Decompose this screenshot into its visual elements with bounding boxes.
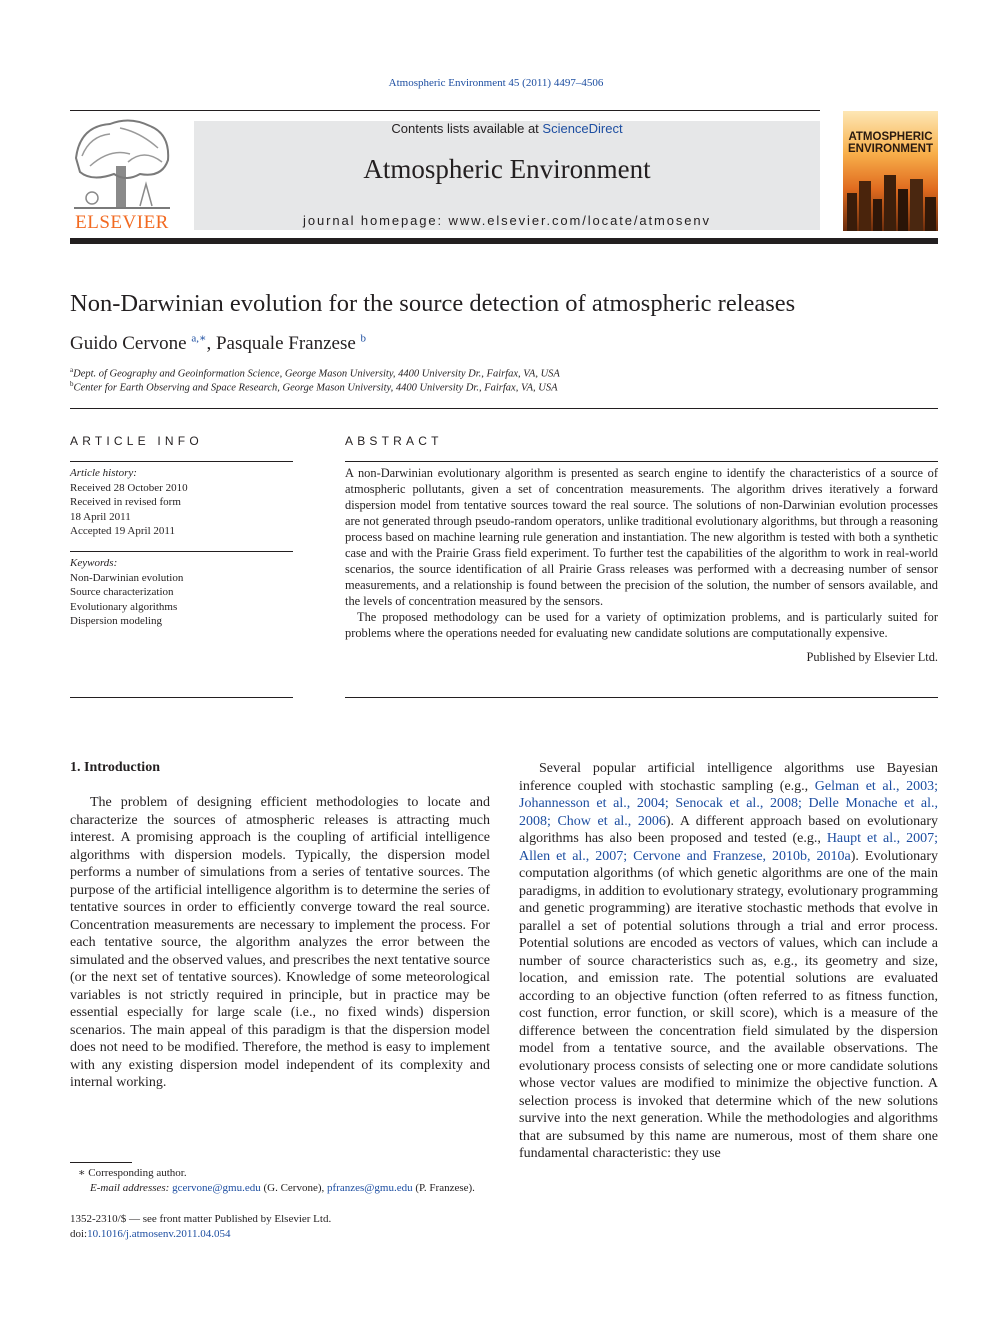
publisher-line: Published by Elsevier Ltd. bbox=[806, 650, 938, 664]
affiliation-marker: b bbox=[70, 380, 74, 388]
history-item: Accepted 19 April 2011 bbox=[70, 525, 175, 537]
elsevier-tree-icon bbox=[70, 118, 174, 214]
abstract-paragraph: A non-Darwinian evolutionary algorithm is presented as search engine to identify the characteristics of a source of atmospheric pollutants, given a set of concentration measurements. The algorithm drives iteratively a forward dispersion model from tentative sources toward the real source. The solutions of non-Darwinian evolution processes are not generated through pseudo-random operators, unlike traditional evolutionary algorithms, but through a reasoning process based on machine learning rule generation and instantiation. The new algorithm is tested with both a synthetic case and with the Prairie Grass field experiment. To further test the capabilities of the algorithm to work in real-world scenarios, the source identification of all Prairie Grass releases was performed with a decreasing number of sensor measurements, and a relationship is found between the precision of the solution, the number of sensors available, and the levels of concentration measured by the sensors. bbox=[345, 466, 938, 608]
body-right-column bbox=[519, 760, 938, 1163]
citation-link[interactable]: Gelman et al., 2003; Johannesson et al., 2004; Senocak et al., 2008; Delle Monache et al., 2008; Chow et al., 2006 bbox=[519, 778, 938, 829]
email-owner: (G. Cervone), bbox=[260, 1182, 328, 1194]
author-affiliation-marker[interactable]: a,∗ bbox=[191, 332, 207, 345]
affiliation-marker: a bbox=[70, 366, 74, 374]
keyword: Non-Darwinian evolution bbox=[70, 571, 184, 584]
header-bottom-rule bbox=[70, 238, 938, 244]
affiliation-b bbox=[70, 380, 558, 394]
doi-link[interactable]: 10.1016/j.atmosenv.2011.04.054 bbox=[87, 1228, 231, 1240]
divider bbox=[345, 461, 938, 462]
cover-title-line2: ENVIRONMENT bbox=[848, 143, 933, 155]
keyword: Evolutionary algorithms bbox=[70, 600, 178, 613]
affiliation-text: Center for Earth Observing and Space Research, George Mason University, 4400 University Dr., Fairfax, VA, USA bbox=[73, 382, 558, 394]
citation-link[interactable]: Haupt et al., 2007; Allen et al., 2007; Cervone and Franzese, 2010b, 2010a bbox=[519, 831, 939, 864]
body-text: ). Evolutionary computation algorithms (of which genetic algorithms are one of the main paradigms, in addition to evolutionary strategy, evolutionary programming and genetic programming) are iterative stochastic methods that evolve in parallel a set of potential solutions through a trial and error process. Potential solutions are encoded as vectors of values, which can include a number of source characteristics such as, e.g., its geometry and size, location, and emission rate. The potential solutions are evaluated according to an objective function (often referred to as fitness function, cost function, error function, or skill score), which is a measure of the difference between the concentration field simulated by the dispersion model from a tentative source, and the available observations. The evolutionary process consists of selecting one or more candidate solutions whose vector values are modified to minimize the objective function. A selection process is invoked that determine which of the new solutions survive into the next generation. While the methodologies and algorithms that are subsumed by this name are numerous, most of them share one fundamental characteristic: they use bbox=[519, 848, 939, 1161]
doi-line bbox=[70, 1227, 490, 1242]
history-item: Received in revised form bbox=[70, 496, 181, 508]
cover-title-line1: ATMOSPHERIC bbox=[848, 131, 933, 143]
keywords-label: Keywords: bbox=[70, 557, 118, 569]
footnote-corresponding: ∗ Corresponding author. bbox=[78, 1167, 187, 1179]
body-left-column bbox=[70, 794, 490, 1092]
journal-title: Atmospheric Environment bbox=[363, 154, 651, 184]
history-label: Article history: bbox=[70, 467, 137, 479]
sciencedirect-link[interactable]: ScienceDirect bbox=[542, 121, 623, 136]
keyword: Dispersion modeling bbox=[70, 615, 162, 627]
email-label: E-mail addresses: bbox=[90, 1182, 173, 1194]
cover-title bbox=[843, 131, 938, 155]
keyword: Source characterization bbox=[70, 586, 174, 598]
elsevier-logo bbox=[70, 118, 174, 234]
doi-label: doi: bbox=[70, 1228, 88, 1240]
email-link[interactable]: gcervone@gmu.edu bbox=[172, 1182, 261, 1194]
history-item: 18 April 2011 bbox=[70, 510, 131, 523]
journal-reference[interactable]: Atmospheric Environment 45 (2011) 4497–4506 bbox=[388, 77, 604, 89]
affiliation-a bbox=[70, 366, 560, 380]
author-name: Pasquale Franzese bbox=[215, 333, 356, 354]
body-paragraph bbox=[519, 760, 938, 1163]
divider bbox=[345, 697, 938, 698]
history-item: Received 28 October 2010 bbox=[70, 481, 188, 494]
divider bbox=[70, 408, 938, 409]
contents-prefix: Contents lists available at bbox=[391, 121, 543, 136]
author-list: Guido Cervone $^{a,∗}$, Pasquale Franzese $^b$ bbox=[70, 332, 367, 354]
header-top-rule bbox=[70, 110, 820, 111]
footnote-rule bbox=[70, 1162, 132, 1163]
email-link[interactable]: pfranzes@gmu.edu bbox=[327, 1182, 413, 1194]
divider bbox=[70, 697, 293, 698]
elsevier-wordmark: ELSEVIER bbox=[75, 212, 169, 233]
author-affiliation-marker[interactable]: b bbox=[360, 332, 367, 345]
abstract-paragraph: The proposed methodology can be used for a variety of optimization problems, and is particularly suited for problems where the operations needed for evaluating new candidate solutions are computationally expensive. bbox=[345, 610, 938, 640]
city-skyline-icon bbox=[843, 171, 938, 231]
abstract-text bbox=[345, 465, 938, 665]
affiliation-text: Dept. of Geography and Geoinformation Science, George Mason University, 4400 University Dr., Fairfax, VA, USA bbox=[73, 368, 560, 380]
journal-cover bbox=[843, 111, 938, 231]
body-text: Several popular artificial intelligence algorithms use Bayesian inference coupled with stochastic sampling (e.g., bbox=[519, 761, 938, 794]
article-info-heading: ARTICLE INFO bbox=[70, 434, 203, 448]
body-text: ). A different approach based on evolutionary algorithms has also been proposed and tested (e.g., bbox=[519, 813, 939, 846]
article-history bbox=[70, 466, 293, 539]
issn-line: 1352-2310/$ — see front matter Published by Elsevier Ltd. bbox=[70, 1213, 332, 1225]
article-title: Non-Darwinian evolution for the source detection of atmospheric releases bbox=[70, 290, 796, 317]
author-name: Guido Cervone bbox=[70, 333, 187, 354]
footnote-emails bbox=[90, 1181, 500, 1196]
email-owner: (P. Franzese). bbox=[412, 1182, 475, 1194]
keywords bbox=[70, 556, 293, 629]
contents-line bbox=[194, 121, 820, 136]
body-paragraph: The problem of designing efficient methodologies to locate and characterize the sources of atmospheric releases is attracting much interest. A promising approach is the coupling of artificial intelligence algorithms with dispersion models. Typically, the dispersion model performs a number of simulations from a series of tentative sources. The purpose of the artificial intelligence algorithm is to determine the series of tentative sources in order to efficiently converge toward the real source. Concentration measurements are necessary to implement the process. For each tentative source, the algorithm analyzes the error between the simulated and the observed values, and prescribes the next tentative source (or the next set of tentative sources). Knowledge of some meteorological variables is not strictly required in principle, but in practice may be essential especially for large scale (i.e., no fixed winds) dispersion scenarios. The main appeal of this paradigm is that the dispersion model does not need to be modified. Therefore, the method is easy to implement with any existing dispersion model independent of its complexity and internal working. bbox=[70, 795, 490, 1090]
journal-homepage[interactable]: journal homepage: www.elsevier.com/locate/atmosenv bbox=[303, 213, 711, 228]
divider bbox=[70, 461, 293, 462]
abstract-heading: ABSTRACT bbox=[345, 434, 443, 448]
section-heading: 1. Introduction bbox=[70, 760, 160, 775]
divider bbox=[70, 551, 293, 552]
